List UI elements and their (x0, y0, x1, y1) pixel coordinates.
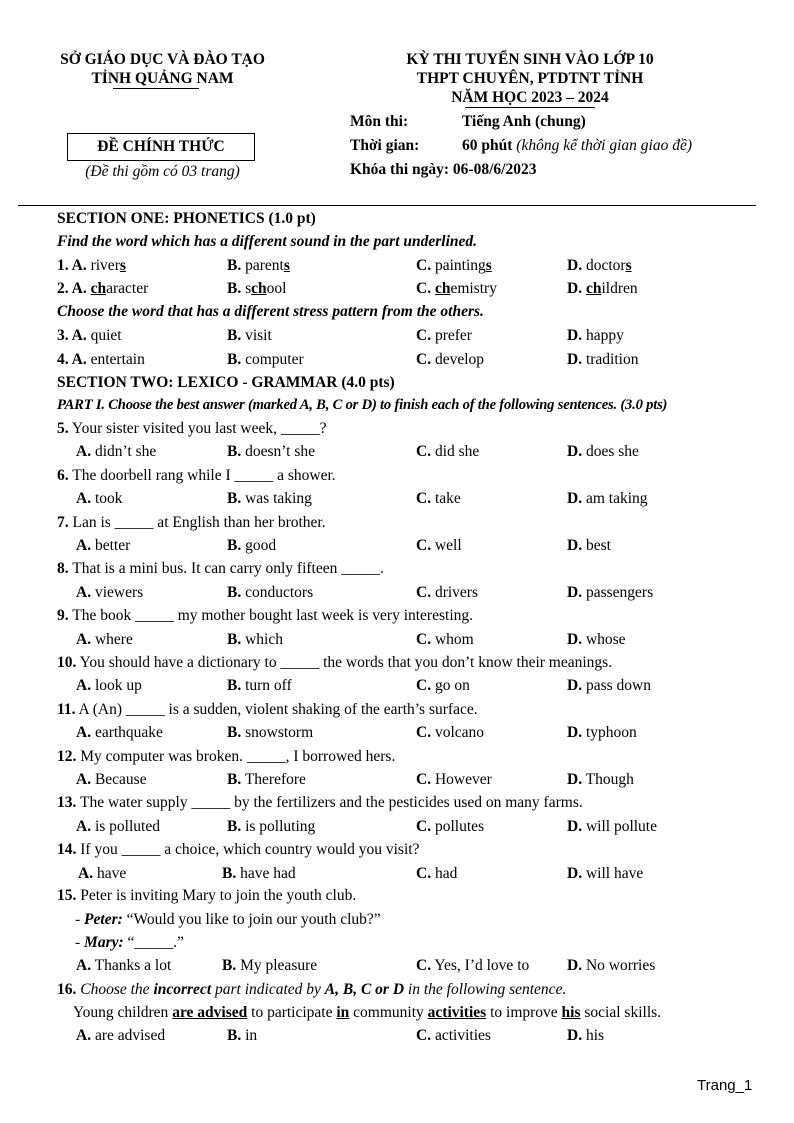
q5-option-c: C. did she (416, 443, 480, 461)
time-note: (không kể thời gian giao đề) (516, 137, 692, 154)
q16-option-c: C. activities (416, 1027, 491, 1044)
question-11: 11. A (An) _____ is a sudden, violent shaking of the earth’s surface. (57, 700, 478, 718)
question-6: 6. The doorbell rang while I _____ a shower. (57, 466, 336, 484)
q11-option-a: A. earthquake (76, 724, 163, 742)
q12-option-d: D. Though (567, 771, 634, 788)
q7-option-b: B. good (227, 537, 277, 554)
q6-option-c: C. take (416, 490, 461, 508)
q14-option-a: A. have (78, 864, 127, 882)
q5-option-b: B. doesn’t she (227, 443, 315, 461)
q9-option-b: B. which (227, 630, 283, 648)
q9-option-d: D. whose (567, 630, 626, 648)
q9-option-a: A. where (76, 630, 133, 648)
q10-option-c: C. go on (416, 677, 470, 695)
subject-row (350, 113, 586, 131)
q16-option-d: D. his (567, 1027, 605, 1044)
subject-key: Môn thi: (350, 113, 409, 130)
q12-option-c: C. However (416, 771, 492, 788)
header-divider (18, 205, 756, 206)
q10-option-d: D. pass down (567, 677, 651, 695)
q8-option-b: B. conductors (227, 583, 314, 601)
exam-year-underline (465, 107, 595, 108)
q7-option-a: A. better (76, 537, 131, 554)
section-two-part-1: PART I. Choose the best answer (marked A, B, C or D) to finish each of the following sentences. (3.0 pts) (57, 397, 668, 413)
q2-a-underlined: ch (90, 280, 107, 297)
q10-option-a: A. look up (76, 677, 142, 695)
time-row (350, 137, 692, 155)
q2-option-d: D. children (567, 280, 638, 297)
time-value: 60 phút (462, 137, 513, 154)
q6-option-b: B. was taking (227, 490, 312, 508)
section-one-instruction-1: Find the word which has a different sound in the part underlined. (57, 233, 478, 250)
question-9: 9. The book _____ my mother bought last week is very interesting. (57, 607, 473, 625)
q3-option-d: D. happy (567, 327, 624, 344)
q4-option-d: D. tradition (567, 351, 639, 368)
q15-option-c: C. Yes, I’d love to (416, 957, 530, 974)
q2-a-text: aracter (106, 280, 149, 297)
q4-option-b: B. computer (227, 351, 304, 368)
department-line-2: TỈNH QUẢNG NAM (91, 70, 234, 87)
q16-option-b: B. in (227, 1027, 258, 1044)
q14-option-c: C. had (416, 864, 458, 882)
q5-option-a: A. didn’t she (76, 443, 157, 461)
q3-option-b: B. visit (227, 327, 272, 344)
q1-number: 1. A. (57, 257, 87, 274)
q12-option-a: A. Because (76, 771, 147, 788)
q1-option-b: B. parents (227, 257, 290, 274)
exam-date: Khóa thi ngày: 06-08/6/2023 (350, 161, 537, 178)
question-7: 7. Lan is _____ at English than her brother. (57, 513, 326, 531)
q13-option-d: D. will pollute (567, 817, 657, 835)
q11-option-c: C. volcano (416, 724, 485, 742)
question-12: 12. My computer was broken. _____, I borrowed hers. (57, 747, 396, 765)
q16-sentence: Young children are advised to participate in community activities to improve his social skills. (73, 1004, 662, 1021)
q3-option-c: C. prefer (416, 327, 472, 344)
q11-option-b: B. snowstorm (227, 724, 314, 742)
q14-option-d: D. will have (567, 864, 644, 882)
time-key: Thời gian: (350, 137, 420, 154)
q15-mary-line: - Mary: “_____.” (75, 934, 184, 951)
question-15: 15. Peter is inviting Mary to join the youth club. (57, 887, 357, 904)
q6-option-d: D. am taking (567, 490, 648, 508)
q15-option-a: A. Thanks a lot (76, 957, 172, 974)
pages-note: (Đề thi gồm có 03 trang) (85, 163, 240, 180)
official-label: ĐỀ CHÍNH THỨC (67, 133, 255, 161)
exam-header (370, 50, 690, 107)
q4-option-c: C. develop (416, 351, 485, 368)
q9-option-c: C. whom (416, 630, 474, 648)
q7-option-c: C. well (416, 537, 462, 554)
q1-option-d: D. doctors (567, 257, 632, 274)
q5-option-d: D. does she (567, 443, 639, 461)
q8-option-a: A. viewers (76, 583, 144, 601)
q12-option-b: B. Therefore (227, 771, 306, 788)
question-2 (57, 280, 148, 298)
q10-option-b: B. turn off (227, 677, 292, 695)
q11-option-d: D. typhoon (567, 724, 637, 742)
q14-option-b: B. have had (222, 864, 296, 882)
q15-option-b: B. My pleasure (222, 957, 318, 974)
question-5: 5. Your sister visited you last week, _____? (57, 420, 327, 437)
q1-a-underlined: s (119, 257, 126, 274)
department-line-1: SỞ GIÁO DỤC VÀ ĐÀO TẠO (60, 51, 265, 68)
q16-option-a: A. are advised (76, 1027, 166, 1044)
subject-value: Tiếng Anh (chung) (462, 113, 586, 130)
q6-option-a: A. took (76, 490, 123, 508)
section-one-instruction-2: Choose the word that has a different stress pattern from the others. (57, 303, 484, 320)
question-14: 14. If you _____ a choice, which country would you visit? (57, 841, 420, 859)
exam-line-3: NĂM HỌC 2023 – 2024 (451, 89, 609, 106)
question-3: 3. A. quiet (57, 327, 122, 344)
q13-option-c: C. pollutes (416, 817, 485, 835)
q8-option-d: D. passengers (567, 583, 654, 601)
q2-option-c: C. chemistry (416, 280, 497, 297)
section-two-title: SECTION TWO: LEXICO - GRAMMAR (4.0 pts) (57, 374, 395, 391)
question-10: 10. You should have a dictionary to _____ the words that you don’t know their meanings. (57, 654, 613, 671)
q15-option-d: D. No worries (567, 957, 656, 974)
q1-option-c: C. paintings (416, 257, 492, 274)
q1-a-text: river (86, 257, 120, 274)
question-13: 13. The water supply _____ by the fertilizers and the pesticides used on many farms. (57, 794, 583, 812)
question-4: 4. A. entertain (57, 351, 145, 368)
q13-option-b: B. is polluting (227, 817, 316, 835)
q2-option-b: B. school (227, 280, 287, 297)
question-8: 8. That is a mini bus. It can carry only fifteen _____. (57, 560, 384, 578)
department-header (40, 50, 285, 88)
q8-option-c: C. drivers (416, 583, 478, 601)
q7-option-d: D. best (567, 537, 611, 554)
exam-line-2: THPT CHUYÊN, PTDTNT TỈNH (416, 70, 644, 87)
exam-line-1: KỲ THI TUYỂN SINH VÀO LỚP 10 (406, 51, 654, 68)
q2-number: 2. A. (57, 280, 87, 297)
q15-peter-line: - Peter: “Would you like to join our youth club?” (75, 911, 381, 928)
section-one-title: SECTION ONE: PHONETICS (1.0 pt) (57, 210, 316, 227)
question-16: 16. Choose the incorrect part indicated by A, B, C or D in the following sentence. (57, 981, 567, 998)
q13-option-a: A. is polluted (76, 817, 160, 835)
question-1 (57, 257, 126, 275)
page-number: Trang_1 (697, 1077, 753, 1094)
header-underline (113, 88, 199, 89)
